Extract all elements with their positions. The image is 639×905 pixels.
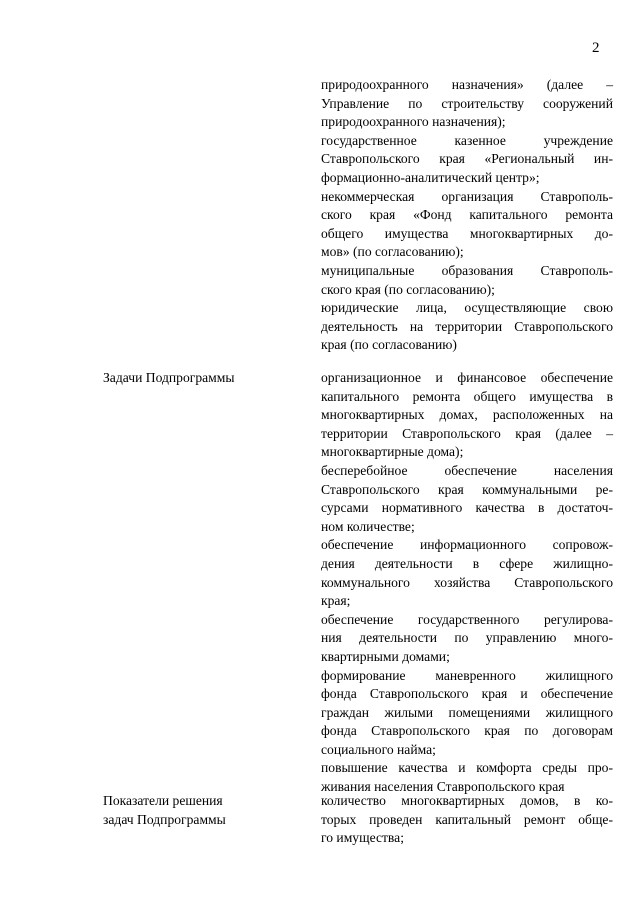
text-line: государственное казенное учреждение xyxy=(321,132,613,148)
text-line: многоквартирные дома); xyxy=(321,444,464,460)
text-line: территории Ставропольского края (далее – xyxy=(321,425,613,441)
text-line: края (по согласованию) xyxy=(321,337,457,353)
text-line: формирование маневренного жилищного xyxy=(321,667,613,683)
text-line: края; xyxy=(321,593,351,609)
text-line: торых проведен капитальный ремонт обще- xyxy=(321,811,613,827)
text-line: природоохранного назначения» (далее – xyxy=(321,77,613,92)
section-label xyxy=(103,792,293,829)
text-line: общего имущества многоквартирных до- xyxy=(321,225,613,241)
text-line: ном количестве; xyxy=(321,518,415,534)
text-line: организационное и финансовое обеспечение xyxy=(321,370,613,385)
text-line: капитального ремонта общего имущества в xyxy=(321,388,613,404)
label-line: Показатели решения xyxy=(103,793,223,808)
section-label xyxy=(103,369,293,388)
text-line: Ставропольского края «Региональный ин- xyxy=(321,151,613,167)
text-line: фонда Ставропольского края и обеспечение xyxy=(321,686,613,702)
text-line: дения деятельности в сфере жилищно- xyxy=(321,555,613,571)
page-number: 2 xyxy=(592,40,600,56)
text-line: многоквартирных домах, расположенных на xyxy=(321,407,613,423)
text-line: Ставропольского края коммунальными ре- xyxy=(321,481,613,497)
text-line: некоммерческая организация Ставрополь- xyxy=(321,188,613,204)
text-line: ния деятельности по управлению много- xyxy=(321,630,613,646)
text-line: социального найма; xyxy=(321,741,436,757)
text-line: обеспечение информационного сопровож- xyxy=(321,537,613,553)
text-line: ского края «Фонд капитального ремонта xyxy=(321,207,613,223)
text-line: живания населения Ставропольского края xyxy=(321,779,565,795)
section-content xyxy=(321,76,613,355)
text-line: Управление по строительству сооружений xyxy=(321,95,613,111)
text-line: формационно-аналитический центр»; xyxy=(321,169,540,185)
text-line: граждан жилыми помещениями жилищного xyxy=(321,704,613,720)
text-line: сурсами нормативного качества в достаточ- xyxy=(321,500,613,516)
text-line: фонда Ставропольского края по договорам xyxy=(321,723,613,739)
text-line: юридические лица, осуществляющие свою xyxy=(321,300,613,316)
text-line: количество многоквартирных домов, в ко- xyxy=(321,793,613,808)
text-line: коммунального хозяйства Ставропольского xyxy=(321,574,613,590)
label-line: задач Подпрограммы xyxy=(103,811,226,827)
text-line: повышение качества и комфорта среды про- xyxy=(321,760,613,776)
text-line: ского края (по согласованию); xyxy=(321,281,495,297)
text-line: природоохранного назначения); xyxy=(321,114,506,130)
text-line: деятельность на территории Ставропольского xyxy=(321,318,613,334)
label-line: Задачи Подпрограммы xyxy=(103,370,235,385)
text-line: бесперебойное обеспечение населения xyxy=(321,462,613,478)
text-line: муниципальные образования Ставрополь- xyxy=(321,262,613,278)
section-content xyxy=(321,369,613,797)
text-line: квартирными домами; xyxy=(321,648,450,664)
text-line: го имущества; xyxy=(321,830,404,846)
text-line: обеспечение государственного регулирова- xyxy=(321,611,613,627)
text-line: мов» (по согласованию); xyxy=(321,244,464,260)
section-content xyxy=(321,792,613,848)
